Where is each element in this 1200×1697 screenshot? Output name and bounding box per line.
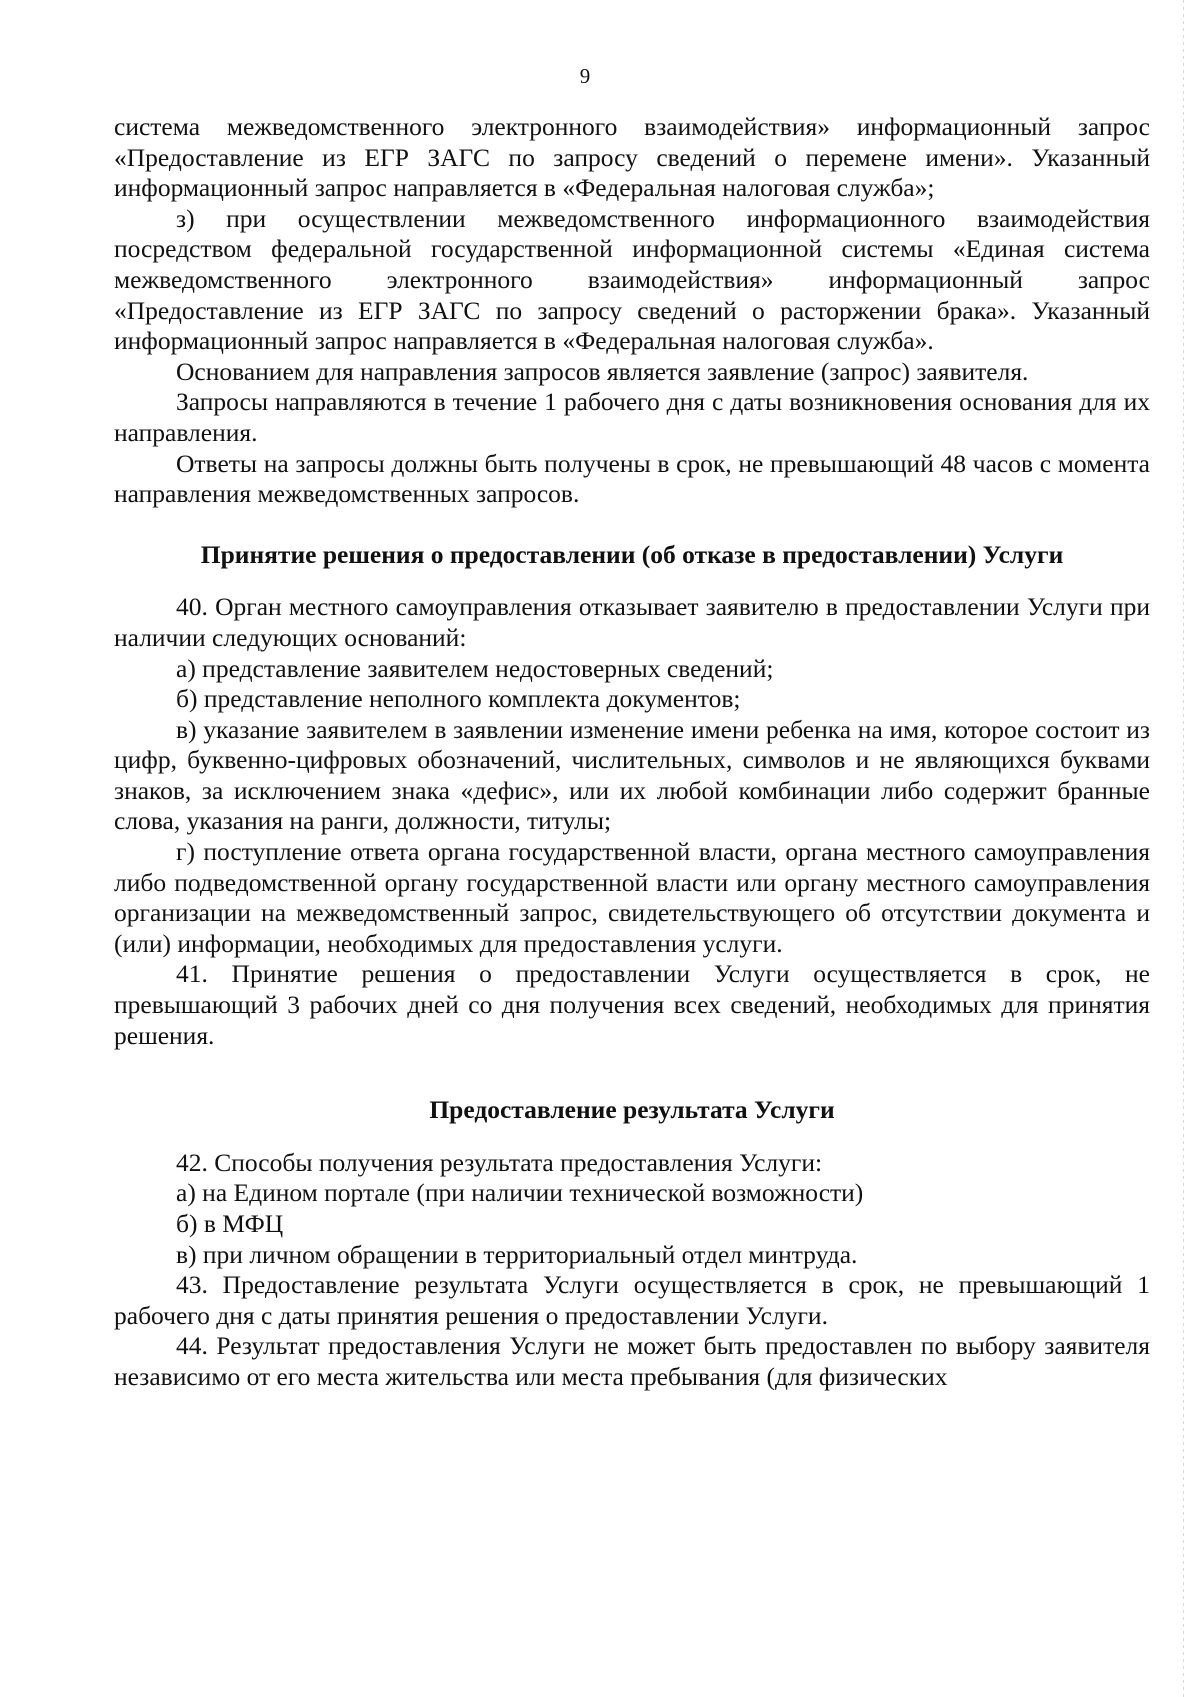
spacer [114, 1051, 1150, 1095]
paragraph: 43. Предоставление результата Услуги осуществляется в срок, не превышающий 1 рабочего дня с даты принятия решения о предоставлении Услуги. [114, 1270, 1150, 1330]
paragraph: 42. Способы получения результата предоставления Услуги: [176, 1147, 823, 1177]
paragraph: 44. Результат предоставления Услуги не может быть предоставлен по выбору заявителя независимо от его места жительства или места пребывания (для физических [114, 1331, 1150, 1391]
paragraph: Ответы на запросы должны быть получены в срок, не превышающий 48 часов с момента направления межведомственных запросов. [114, 448, 1150, 509]
paragraph: система межведомственного электронного взаимодействия» информационный запрос «Предоставление из ЕГР ЗАГС по запросу сведений о перемене имени». Указанный информационный запрос направляется в «Федеральная налоговая служба»; [114, 112, 1150, 203]
section-heading-decision: Принятие решения о предоставлении (об отказе в предоставлении) Услуги [200, 539, 1064, 569]
section-heading-result: Предоставление результата Услуги [429, 1095, 835, 1125]
spacer [114, 1126, 1150, 1148]
page-number: 9 [579, 64, 591, 88]
paragraph: Запросы направляются в течение 1 рабочего дня с даты возникновения основания для их направления. [114, 387, 1150, 447]
document-body [114, 112, 1150, 1393]
paragraph: з) при осуществлении межведомственного информационного взаимодействия посредством федеральной государственной информационной системы «Единая система межведомственного электронного взаимодействия» информационный запрос «Предоставление из ЕГР ЗАГС по запросу сведений о расторжении брака». Указанный информационный запрос направляется в «Федеральная налоговая служба». [114, 203, 1150, 356]
list-item: в) указание заявителем в заявлении изменение имени ребенка на имя, которое состоит из цифр, буквенно-цифровых обозначений, числительных, символов и не являющихся буквами знаков, за исключением знака «дефис», или их любой комбинации либо содержит бранные слова, указания на ранги, должности, титулы; [114, 714, 1150, 836]
paragraph: 41. Принятие решения о предоставлении Услуги осуществляется в срок, не превышающий 3 рабочих дней со дня получения всех сведений, необходимых для принятия решения. [114, 959, 1150, 1050]
list-item: а) на Едином портале (при наличии технической возможности) [176, 1178, 864, 1208]
list-item: в) при личном обращении в территориальный отдел минтруда. [176, 1239, 858, 1269]
paragraph: 40. Орган местного самоуправления отказывает заявителю в предоставлении Услуги при наличии следующих оснований: [114, 592, 1150, 652]
list-item: б) в МФЦ [176, 1209, 284, 1238]
list-item: г) поступление ответа органа государственной власти, органа местного самоуправления либо подведомственной органу государственной власти или органу местного самоуправления организации на межведомственный запрос, свидетельствующего об отсутствии документа и (или) информации, необходимых для предоставления услуги. [114, 837, 1150, 958]
scan-edge-line [1183, 0, 1184, 1697]
spacer [114, 570, 1150, 592]
paragraph: Основанием для направления запросов является заявление (запрос) заявителя. [176, 356, 1029, 386]
list-item: а) представление заявителем недостоверных сведений; [176, 653, 774, 683]
list-item: б) представление неполного комплекта документов; [176, 684, 741, 714]
spacer [114, 510, 1150, 540]
